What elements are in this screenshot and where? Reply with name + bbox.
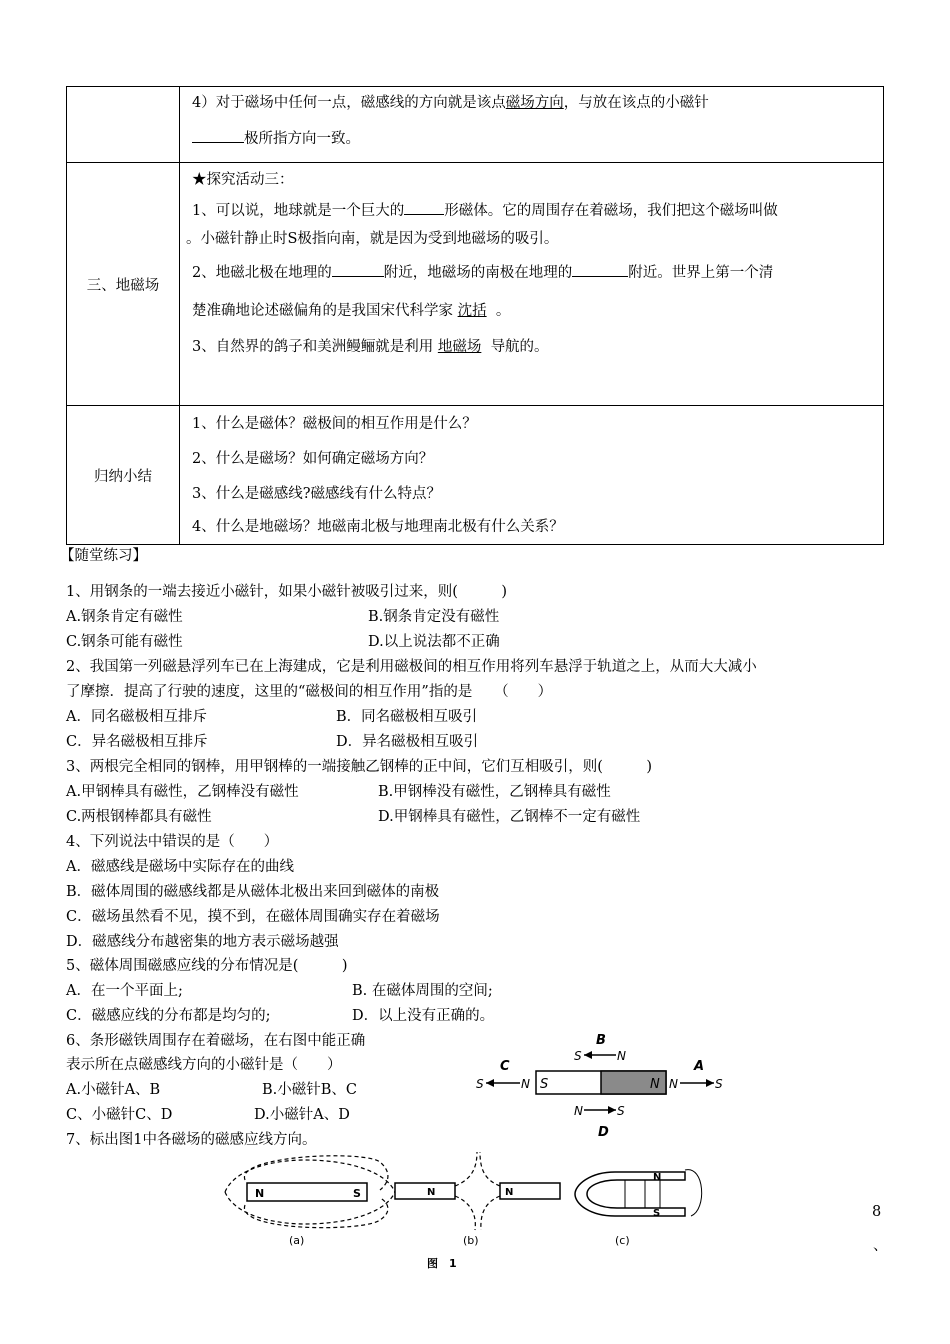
fig-a-s: S (353, 1187, 361, 1200)
q1-option-d[interactable]: D.以上说法都不正确 (368, 634, 500, 650)
q1-stem: 1、用钢条的一端去接近小磁针，如果小磁针被吸引过来，则( ) (66, 584, 508, 600)
answer-geomagnetic: 地磁场 (437, 339, 482, 355)
fill-blank[interactable] (192, 128, 244, 143)
fig-c-n: N (653, 1172, 662, 1183)
q2-option-a[interactable]: A．同名磁极相互排斥 (66, 709, 207, 725)
needle-d-n: N (574, 1104, 583, 1118)
fig-b-field-line (481, 1196, 500, 1230)
row2-line4: 楚准确地论述磁偏角的是我国宋代科学家 沈括 。 (192, 303, 511, 319)
fig-c-horseshoe (575, 1172, 685, 1216)
row1-line1: 4）对于磁场中任何一点，磁感线的方向就是该点磁场方向，与放在该点的小磁针 (192, 95, 709, 111)
q3-option-a[interactable]: A.甲钢棒具有磁性，乙钢棒没有磁性 (66, 784, 299, 800)
q4-option-a[interactable]: A．磁感线是磁场中实际存在的曲线 (66, 859, 294, 875)
content-table (66, 86, 884, 545)
summary-item: 4、什么是地磁场？地磁南北极与地理南北极有什么关系？ (192, 519, 564, 535)
summary-item: 2、什么是磁场？如何确定磁场方向？ (192, 451, 434, 467)
table-row2-content (180, 163, 884, 406)
row1-line2: 极所指方向一致。 (192, 127, 360, 148)
q6-option-a[interactable]: A.小磁针A、B (66, 1082, 161, 1098)
fig-a-magnet (247, 1183, 367, 1201)
fill-blank[interactable] (404, 200, 444, 215)
needle-c-s: S (476, 1077, 484, 1091)
q5-stem: 5、磁体周围磁感应线的分布情况是( ) (66, 958, 348, 974)
table-row1-content (180, 87, 884, 163)
fig-b-caption: (b) (463, 1234, 479, 1247)
fig-b-field-line (455, 1196, 475, 1230)
fill-blank[interactable] (332, 262, 384, 277)
summary-item: 3、什么是磁感线?磁感线有什么特点？ (192, 486, 441, 502)
figure-1-caption: 图 1 (427, 1257, 457, 1270)
figure-1 (215, 1150, 725, 1275)
fig-a-caption: (a) (289, 1234, 305, 1247)
q5-option-b[interactable]: B. 在磁体周围的空间; (352, 983, 493, 999)
row2-line3: 2、地磁北极在地理的 附近，地磁场的南极在地理的 附近。世界上第一个清 (192, 261, 773, 282)
magnet-n-label: N (650, 1077, 660, 1092)
q1-option-a[interactable]: A.钢条肯定有磁性 (66, 609, 183, 625)
fig-b-right-n: N (505, 1187, 514, 1198)
needle-a-head (706, 1079, 714, 1087)
fig-a-n: N (255, 1187, 265, 1200)
q2-option-c[interactable]: C．异名磁极相互排斥 (66, 734, 208, 750)
q6-option-b[interactable]: B.小磁针B、C (262, 1082, 358, 1098)
needle-b-head (584, 1051, 592, 1059)
table-row3-content (180, 406, 884, 545)
table-row3-label: 归纳小结 (67, 406, 180, 545)
row2-line1: 1、可以说，地球就是一个巨大的 形磁体。它的周围存在着磁场，我们把这个磁场叫做 (192, 199, 778, 220)
row2-line2: 。小磁针静止时S极指向南，就是因为受到地磁场的吸引。 (186, 231, 559, 247)
magnet-s-label: S (540, 1077, 549, 1092)
q5-option-d[interactable]: D．以上没有正确的。 (352, 1008, 495, 1024)
needle-d-label: D (598, 1125, 609, 1140)
q2-option-d[interactable]: D．异名磁极相互吸引 (336, 734, 479, 750)
side-mark: 、 (873, 1238, 888, 1254)
q6-option-d[interactable]: D.小磁针A、D (254, 1107, 350, 1123)
q6-option-c[interactable]: C、小磁针C、D (66, 1107, 173, 1123)
fig-c-field-line (685, 1170, 702, 1216)
activity-title: ★探究活动三： (192, 172, 294, 188)
answer-shenkuo: 沈括 (457, 303, 487, 319)
needle-b-label: B (596, 1033, 606, 1048)
q4-option-b[interactable]: B．磁体周围的磁感线都是从磁体北极出来回到磁体的南极 (66, 884, 440, 900)
fill-blank[interactable] (572, 262, 628, 277)
fig-b-left-n: N (427, 1187, 436, 1198)
needle-b-n: N (617, 1049, 626, 1063)
q2-stem-line2: 了摩擦．提高了行驶的速度，这里的“磁极间的相互作用”指的是 （ ） (66, 684, 553, 700)
q1-option-b[interactable]: B.钢条肯定没有磁性 (368, 609, 500, 625)
q6-stem-line2: 表示所在点磁感线方向的小磁针是（ ） (66, 1057, 342, 1073)
table-row1-label (67, 87, 180, 163)
q6-stem-line1: 6、条形磁铁周围存在着磁场，在右图中能正确 (66, 1033, 366, 1049)
table-row2-label: 三、地磁场 (67, 163, 180, 406)
q2-stem-line1: 2、我国第一列磁悬浮列车已在上海建成，它是利用磁极间的相互作用将列车悬浮于轨道之上，从而大大减小 (66, 659, 757, 675)
q7-stem: 7、标出图1中各磁场的磁感应线方向。 (66, 1132, 317, 1148)
q6-bar-magnet-figure (470, 1030, 730, 1142)
page-number: 8 (872, 1204, 882, 1220)
q5-option-a[interactable]: A．在一个平面上; (66, 983, 183, 999)
needle-a-n: N (669, 1077, 678, 1091)
needle-c-label: C (500, 1059, 510, 1074)
fig-b-left-magnet (395, 1183, 455, 1199)
needle-c-head (486, 1079, 494, 1087)
fig-b-field-line (455, 1152, 477, 1186)
needle-a-label: A (694, 1059, 705, 1074)
needle-d-s: S (617, 1104, 625, 1118)
practice-heading: 【随堂练习】 (60, 548, 147, 564)
needle-b-s: S (574, 1049, 582, 1063)
needle-d-head (608, 1106, 616, 1114)
q3-stem: 3、两根完全相同的钢棒，用甲钢棒的一端接触乙钢棒的正中间，它们互相吸引，则( ) (66, 759, 653, 775)
q4-stem: 4、下列说法中错误的是（ ） (66, 834, 279, 850)
answer-magnetic-direction: 磁场方向 (505, 95, 564, 111)
q4-option-c[interactable]: C．磁场虽然看不见，摸不到，在磁体周围确实存在着磁场 (66, 909, 440, 925)
fig-b-field-line (480, 1152, 500, 1186)
fig-c-caption: (c) (615, 1234, 630, 1247)
q3-option-b[interactable]: B.甲钢棒没有磁性，乙钢棒具有磁性 (378, 784, 611, 800)
row2-line5: 3、自然界的鸽子和美洲鳗鲡就是利用 地磁场 导航的。 (192, 339, 549, 355)
q3-option-c[interactable]: C.两根钢棒都具有磁性 (66, 809, 212, 825)
q5-option-c[interactable]: C．磁感应线的分布都是均匀的; (66, 1008, 271, 1024)
fig-c-s: S (653, 1208, 661, 1219)
summary-item: 1、什么是磁体？磁极间的相互作用是什么？ (192, 416, 477, 432)
q4-option-d[interactable]: D．磁感线分布越密集的地方表示磁场越强 (66, 934, 339, 950)
q3-option-d[interactable]: D.甲钢棒具有磁性，乙钢棒不一定有磁性 (378, 809, 641, 825)
needle-c-n: N (521, 1077, 530, 1091)
needle-a-s: S (715, 1077, 723, 1091)
q1-option-c[interactable]: C.钢条可能有磁性 (66, 634, 183, 650)
q2-option-b[interactable]: B．同名磁极相互吸引 (336, 709, 478, 725)
